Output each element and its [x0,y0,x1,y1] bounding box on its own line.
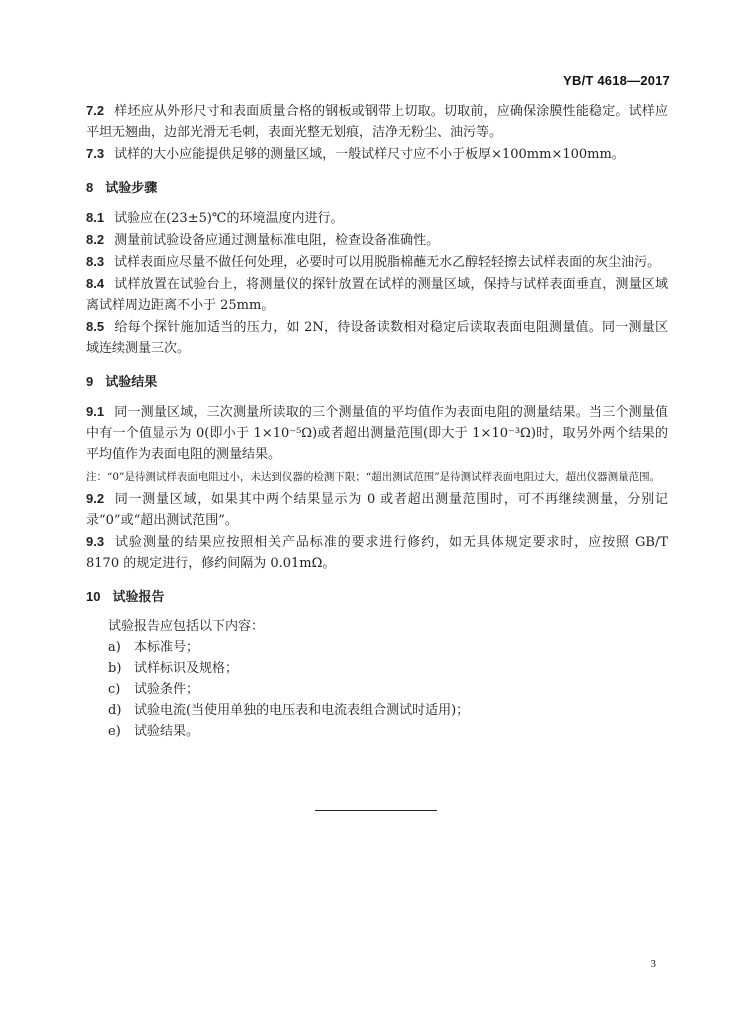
clause-text: 给每个探针施加适当的压力，如 2N，待设备读数相对稳定后读取表面电阻测量值。同一测量区域连续测量三次。 [86,320,668,356]
list-item-text: 本标准号； [134,640,200,655]
section-title: 试验结果 [105,374,158,389]
section-title: 试验报告 [112,589,165,604]
section-number: 10 [86,589,101,604]
clause-number: 8.2 [86,232,105,247]
section-9-heading [86,372,668,392]
clause-8-5 [86,316,668,359]
clause-text: 试样放置在试验台上，将测量仪的探针放置在试样的测量区域，保持与试样表面垂直，测量区域离试样周边距离不小于 25mm。 [86,277,668,313]
list-marker: d) [108,703,122,718]
list-item [86,700,668,721]
section-number: 8 [86,180,94,195]
list-marker: b) [108,661,122,676]
clause-7-2 [86,100,668,143]
clause-number: 9.1 [86,404,105,419]
clause-text: 试样的大小应能提供足够的测量区域，一般试样尺寸应不小于板厚×100mm×100mm。 [114,147,625,162]
header-standard-code: YB/T 4618—2017 [563,73,670,88]
clause-text: 测量前试验设备应通过测量标准电阻，检查设备准确性。 [114,233,440,248]
list-item-text: 试验条件； [134,682,200,697]
clause-8-3 [86,251,668,273]
clause-number: 8.1 [86,210,105,225]
clause-number: 7.2 [86,103,105,118]
list-item-text: 试样标识及规格； [134,661,239,676]
clause-number: 9.2 [86,491,105,506]
clause-number: 8.5 [86,319,105,334]
list-marker: c) [108,682,121,697]
clause-8-4 [86,273,668,316]
list-marker: e) [108,724,121,739]
page-number: 3 [650,958,656,970]
list-item-text: 试验电流(当使用单独的电压表和电流表组合测试时适用)； [134,703,470,718]
clause-8-1 [86,207,668,229]
clause-text: 试样表面应尽量不做任何处理，必要时可以用脱脂棉蘸无水乙醇轻轻擦去试样表面的灰尘油污。 [114,255,661,270]
report-items-list [86,637,668,742]
section-title: 试验步骤 [105,180,158,195]
section-number: 9 [86,374,94,389]
list-item [86,658,668,679]
note-text: 注：“0”是待测试样表面电阻过小，未达到仪器的检测下限；“超出测试范围”是待测试样表面电阻过大，超出仪器测量范围。 [86,471,661,483]
report-intro: 试验报告应包括以下内容： [108,619,265,634]
list-marker: a) [108,640,121,655]
clause-text: 试验测量的结果应按照相关产品标准的要求进行修约，如无具体规定要求时，应按照 GB/T 8170 的规定进行，修约间隔为 0.01mΩ。 [86,535,668,571]
clause-text: 同一测量区域，三次测量所读取的三个测量值的平均值作为表面电阻的测量结果。当三个测量值中有一个值显示为 0(即小于 1×10⁻⁵Ω)或者超出测量范围(即大于 1×10⁻³Ω)时，取另外两个结果的平均值作为表面电阻的测量结果。 [86,405,668,462]
section-10-heading [86,587,668,607]
clause-9-2 [86,488,668,531]
list-item [86,679,668,700]
list-item [86,721,668,742]
document-body [86,100,668,742]
clause-text: 试验应在(23±5)℃的环境温度内进行。 [114,211,344,226]
clause-text: 同一测量区域，如果其中两个结果显示为 0 或者超出测量范围时，可不再继续测量，分别记录“0”或“超出测试范围”。 [86,492,668,528]
clause-number: 8.4 [86,276,105,291]
clause-8-2 [86,229,668,251]
clause-9-1 [86,401,668,465]
clause-number: 8.3 [86,254,105,269]
end-of-document-rule [315,810,437,811]
list-item [86,637,668,658]
section-8-heading [86,178,668,198]
clause-7-3 [86,143,668,165]
clause-text: 样坯应从外形尺寸和表面质量合格的钢板或钢带上切取。切取前，应确保涂膜性能稳定。试样应平坦无翘曲，边部光滑无毛刺，表面光整无划痕，洁净无粉尘、油污等。 [86,104,668,140]
list-item-text: 试验结果。 [134,724,200,739]
clause-number: 7.3 [86,146,105,161]
clause-9-3 [86,531,668,574]
clause-number: 9.3 [86,534,105,549]
